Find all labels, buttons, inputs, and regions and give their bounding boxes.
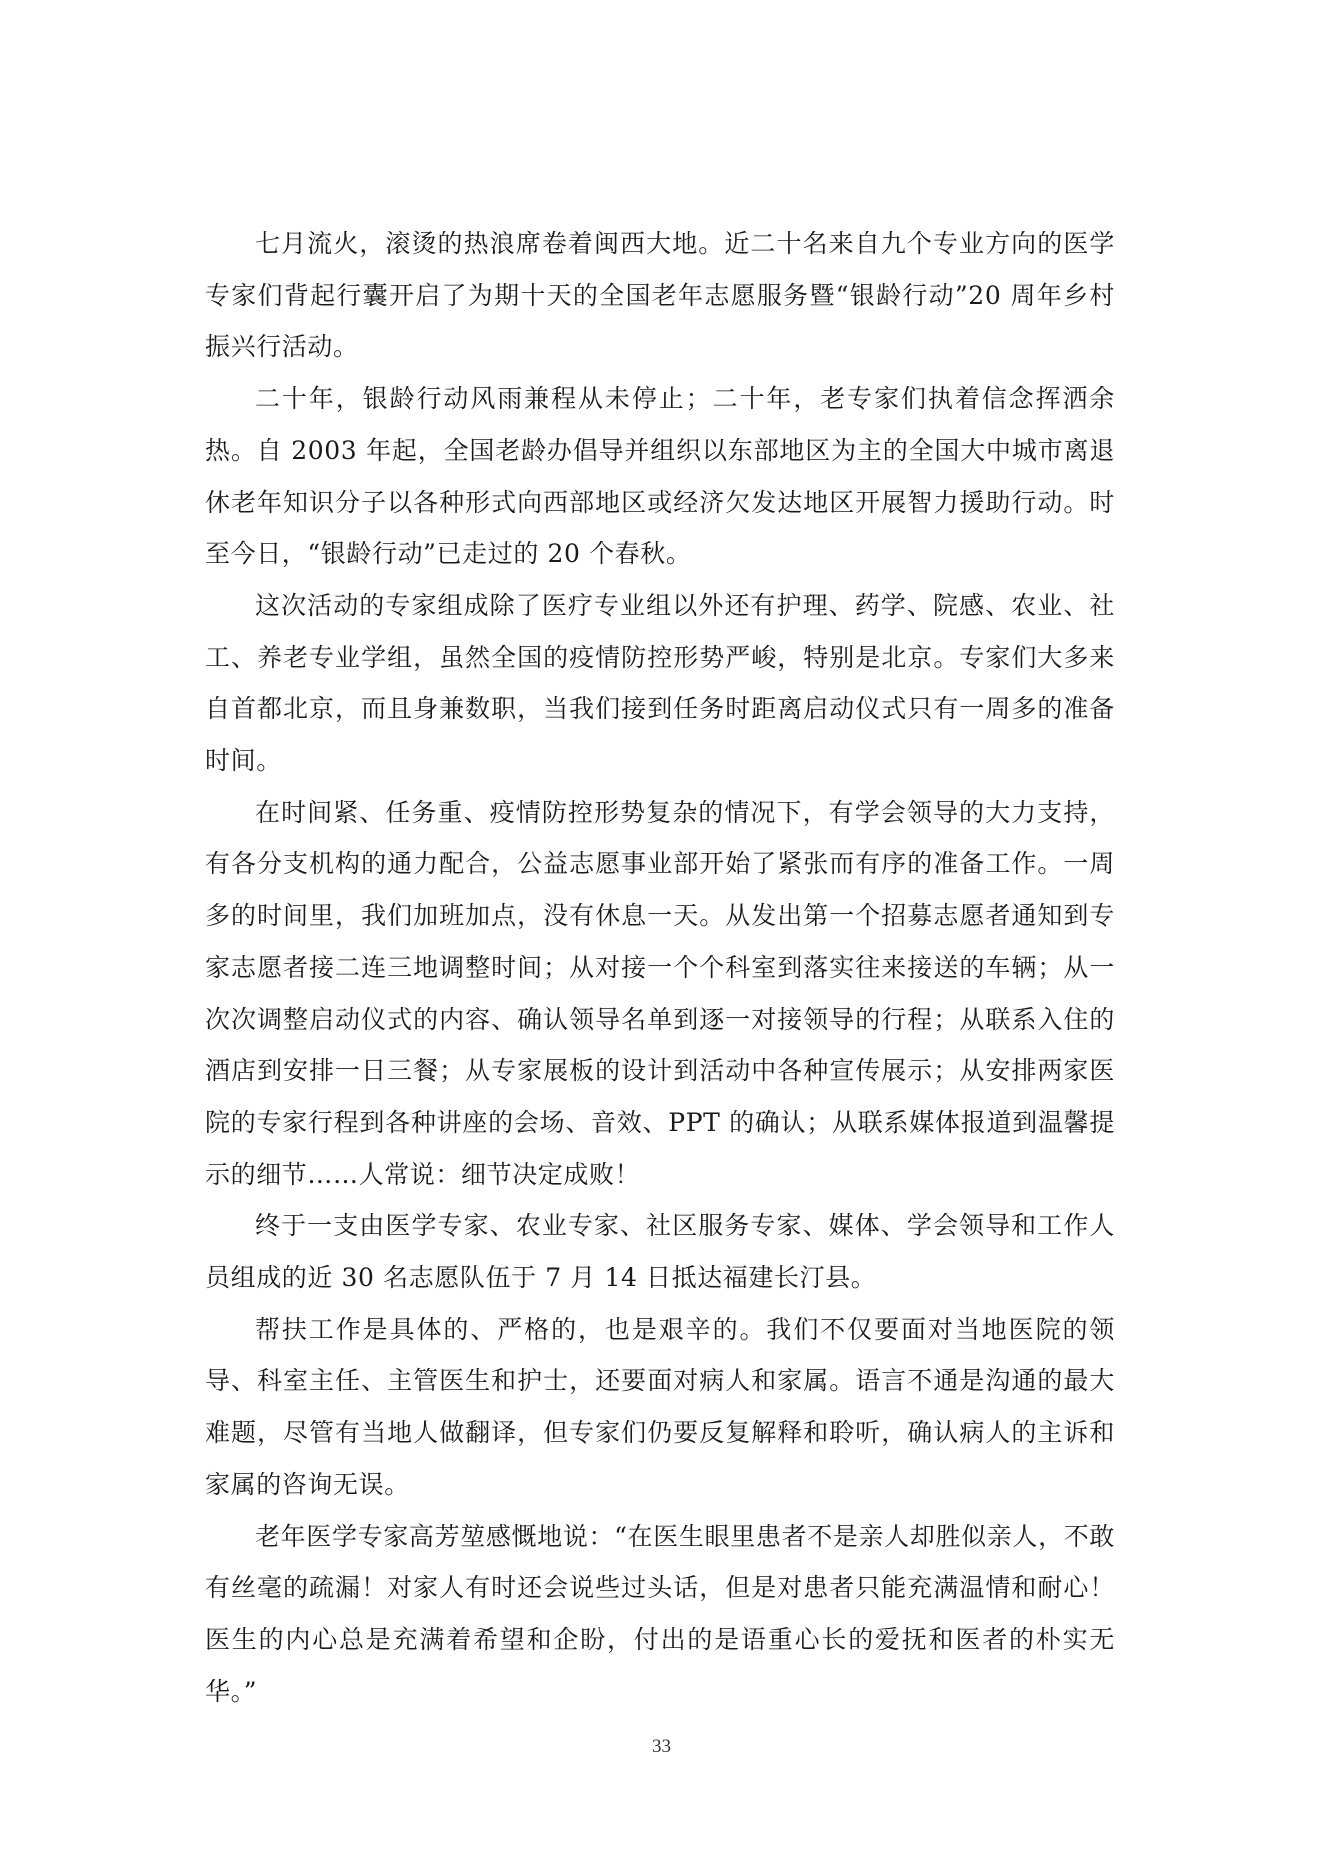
paragraph-arrival: 终于一支由医学专家、农业专家、社区服务专家、媒体、学会领导和工作人员组成的近 30 名志愿队伍于 7 月 14 日抵达福建长汀县。 bbox=[205, 1211, 1115, 1293]
paragraph-twenty-years: 二十年，银龄行动风雨兼程从未停止；二十年，老专家们执着信念挥洒余热。自 2003 年起，全国老龄办倡导并组织以东部地区为主的全国大中城市离退休老年知识分子以各种形式向西部地区或经济欠发达地区开展智力援助行动。时至今日，“银龄行动”已走过的 20 个春秋。 bbox=[205, 384, 1115, 569]
paragraph-expert-quote: 老年医学专家高芳堃感慨地说：“在医生眼里患者不是亲人却胜似亲人，不敢有丝毫的疏漏！对家人有时还会说些过头话，但是对患者只能充满温情和耐心！医生的内心总是充满着希望和企盼，付出的是语重心长的爱抚和医者的朴实无华。” bbox=[205, 1521, 1115, 1706]
paragraph-opening: 七月流火，滚烫的热浪席卷着闽西大地。近二十名来自九个专业方向的医学专家们背起行囊开启了为期十天的全国老年志愿服务暨“银龄行动”20 周年乡村振兴行活动。 bbox=[205, 229, 1115, 362]
paragraph-assistance-work: 帮扶工作是具体的、严格的，也是艰辛的。我们不仅要面对当地医院的领导、科室主任、主管医生和护士，还要面对病人和家属。语言不通是沟通的最大难题，尽管有当地人做翻译，但专家们仍要反复解释和聆听，确认病人的主诉和家属的咨询无误。 bbox=[205, 1314, 1115, 1499]
page-number: 33 bbox=[652, 1736, 671, 1757]
article-body bbox=[205, 218, 1115, 1717]
paragraph-preparation: 在时间紧、任务重、疫情防控形势复杂的情况下，有学会领导的大力支持，有各分支机构的通力配合，公益志愿事业部开始了紧张而有序的准备工作。一周多的时间里，我们加班加点，没有休息一天。从发出第一个招募志愿者通知到专家志愿者接二连三地调整时间；从对接一个个科室到落实往来接送的车辆；从一次次调整启动仪式的内容、确认领导名单到逐一对接领导的行程；从联系入住的酒店到安排一日三餐；从专家展板的设计到活动中各种宣传展示；从安排两家医院的专家行程到各种讲座的会场、音效、PPT 的确认；从联系媒体报道到温馨提示的细节……人常说：细节决定成败！ bbox=[205, 797, 1115, 1189]
paragraph-expert-team: 这次活动的专家组成除了医疗专业组以外还有护理、药学、院感、农业、社工、养老专业学组，虽然全国的疫情防控形势严峻，特别是北京。专家们大多来自首都北京，而且身兼数职，当我们接到任务时距离启动仪式只有一周多的准备时间。 bbox=[205, 590, 1115, 776]
